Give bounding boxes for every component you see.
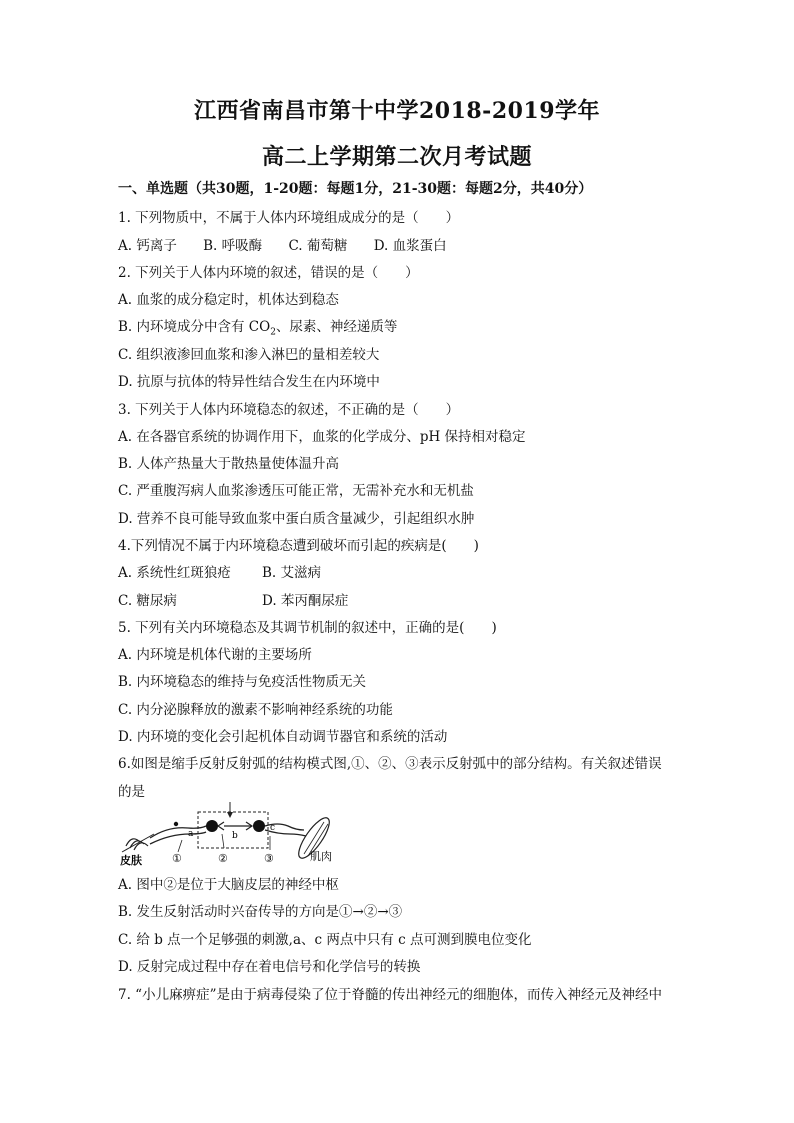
q2-option-b-post: 、尿素、神经递质等 (275, 319, 398, 335)
exam-title-line1: 江西省南昌市第十中学2018-2019学年 (193, 98, 601, 124)
q2-option-b (118, 315, 397, 338)
q2-option-c: C. 组织液渗回血浆和渗入淋巴的量相差较大 (118, 347, 380, 363)
label-n1: ① (172, 852, 182, 865)
section-heading: 一、单选题（共30题，1-20题：每题1分，21-30题：每题2分，共40分） (118, 181, 593, 197)
label-c: c (270, 823, 276, 833)
q2-option-a: A. 血浆的成分稳定时，机体达到稳态 (118, 292, 339, 308)
q6-stem-line2: 的是 (118, 784, 145, 800)
label-a: a (188, 829, 194, 839)
q4-option-a: A. 系统性红斑狼疮 (118, 565, 231, 581)
q1-stem: 1. 下列物质中，不属于人体内环境组成成分的是（ ） (118, 210, 460, 226)
q4-option-c: C. 糖尿病 (118, 593, 177, 609)
q2-option-b-pre: B. 内环境成分中含有 CO (118, 319, 271, 335)
q3-option-d: D. 营养不良可能导致血浆中蛋白质含量减少，引起组织水肿 (118, 511, 475, 527)
label-skin: 皮肤 (120, 854, 142, 867)
q4-options-row2 (118, 589, 348, 609)
q1-option-a: A. 钙离子 (118, 238, 177, 254)
q1-option-b: B. 呼吸酶 (203, 238, 263, 254)
q5-option-a: A. 内环境是机体代谢的主要场所 (118, 647, 312, 663)
q6-option-a: A. 图中②是位于大脑皮层的神经中枢 (118, 877, 339, 893)
label-b: b (232, 831, 238, 841)
q6-option-b: B. 发生反射活动时兴奋传导的方向是①→②→③ (118, 904, 403, 920)
q6-stem-line1: 6.如图是缩手反射反射弧的结构模式图,①、②、③表示反射弧中的部分结构。有关叙述错误 (118, 756, 662, 772)
q1-option-c: C. 葡萄糖 (288, 238, 348, 254)
skin-receptor-icon (122, 834, 154, 852)
stimulus-arrow-icon (227, 802, 233, 818)
q2-option-b-sub: 2 (270, 327, 276, 338)
q2-option-d: D. 抗原与抗体的特异性结合发生在内环境中 (118, 374, 380, 390)
q3-option-c: C. 严重腹泻病人血浆渗透压可能正常，无需补充水和无机盐 (118, 483, 474, 499)
q6-option-c: C. 给 b 点一个足够强的刺激,a、c 两点中只有 c 点可测到膜电位变化 (118, 932, 532, 948)
reflex-arc-diagram (118, 802, 348, 874)
label-muscle: 肌肉 (310, 850, 332, 863)
q3-stem: 3. 下列关于人体内环境稳态的叙述，不正确的是（ ） (118, 402, 460, 418)
q7-stem: 7. “小儿麻痹症”是由于病毒侵染了位于脊髓的传出神经元的细胞体，而传入神经元及神经中 (118, 987, 662, 1003)
exam-title-line2: 高二上学期第二次月考试题 (261, 144, 532, 170)
q5-stem: 5. 下列有关内环境稳态及其调节机制的叙述中，正确的是( ) (118, 620, 497, 636)
q3-option-a: A. 在各器官系统的协调作用下，血浆的化学成分、pH 保持相对稳定 (118, 429, 526, 445)
q2-stem: 2. 下列关于人体内环境的叙述，错误的是（ ） (118, 265, 419, 281)
q3-option-b: B. 人体产热量大于散热量使体温升高 (118, 456, 340, 472)
q1-options (118, 234, 447, 254)
q5-option-d: D. 内环境的变化会引起机体自动调节器官和系统的活动 (118, 729, 448, 745)
q4-stem: 4.下列情况不属于内环境稳态遭到破坏而引起的疾病是( ) (118, 538, 479, 554)
q1-option-d: D. 血浆蛋白 (373, 238, 447, 254)
q5-option-c: C. 内分泌腺释放的激素不影响神经系统的功能 (118, 702, 393, 718)
label-n2: ② (218, 852, 228, 865)
q5-option-b: B. 内环境稳态的维持与免疫活性物质无关 (118, 674, 367, 690)
label-n3: ③ (264, 852, 274, 865)
q4-option-b: B. 艾滋病 (262, 565, 322, 581)
q4-options-row1 (118, 561, 321, 581)
q4-option-d: D. 苯丙酮尿症 (262, 593, 349, 609)
q6-option-d: D. 反射完成过程中存在着电信号和化学信号的转换 (118, 959, 421, 975)
